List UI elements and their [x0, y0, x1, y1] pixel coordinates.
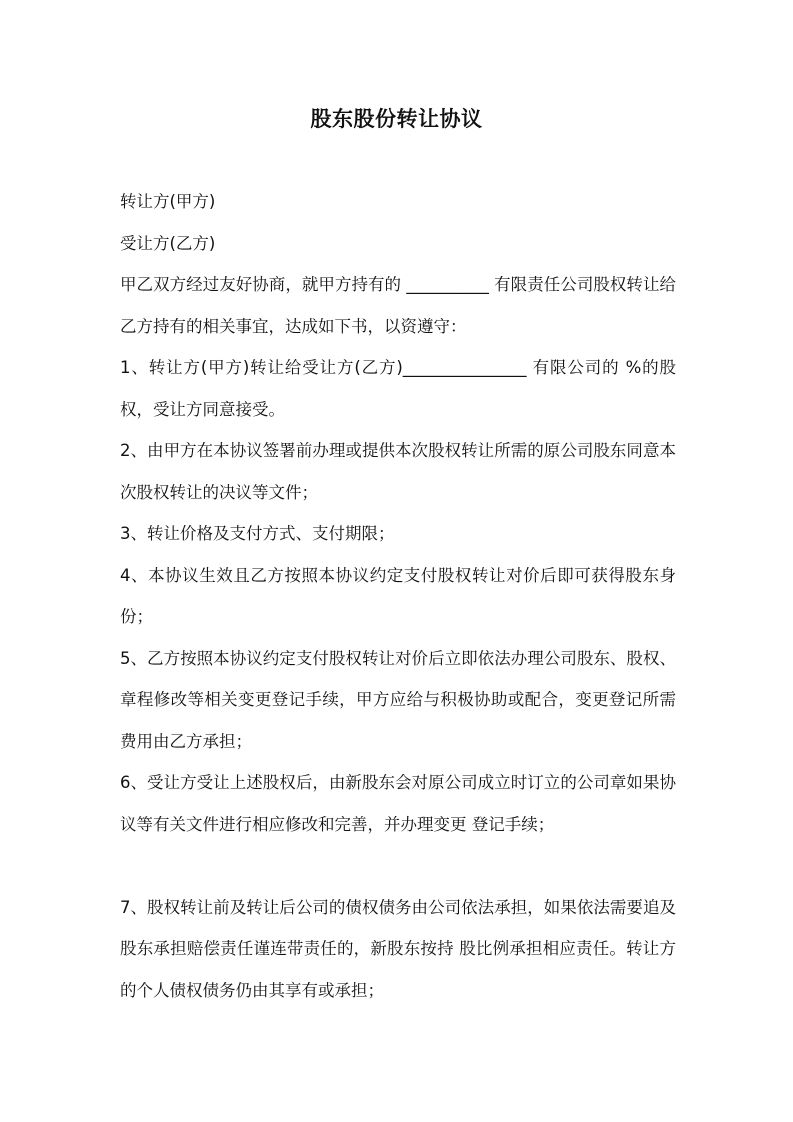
- clause-3: 3、转让价格及支付方式、支付期限；: [120, 524, 395, 543]
- document-title: 股东股份转让协议: [310, 107, 483, 131]
- document-body: [120, 181, 676, 1011]
- paragraph-spacer: [120, 845, 676, 887]
- preamble-paragraph: 甲乙双方经过友好协商，就甲方持有的 __________ 有限责任公司股权转让给乙方持有的相关事宜，达成如下书，以资遵守：: [120, 275, 676, 336]
- clause-1: 1、转让方(甲方)转让给受让方(乙方)_______________ 有限公司的 %的股权，受让方同意接受。: [120, 358, 676, 419]
- clause-4: 4、本协议生效且乙方按照本协议约定支付股权转让对价后即可获得股东身份；: [120, 565, 676, 626]
- transferor-line: 转让方(甲方): [120, 192, 216, 211]
- clause-6: 6、受让方受让上述股权后，由新股东会对原公司成立时订立的公司章如果协议等有关文件进行相应修改和完善，并办理变更 登记手续；: [120, 773, 676, 834]
- clause-7: 7、股权转让前及转让后公司的债权债务由公司依法承担，如果依法需要追及股东承担赔偿责任谨连带责任的，新股东按持 股比例承担相应责任。转让方的个人债权债务仍由其享有或承担；: [120, 897, 676, 1000]
- transferee-line: 受让方(乙方): [120, 233, 216, 253]
- clause-5: 5、乙方按照本协议约定支付股权转让对价后立即依法办理公司股东、股权、章程修改等相关变更登记手续，甲方应给与积极协助或配合，变更登记所需费用由乙方承担；: [120, 648, 676, 751]
- clause-2: 2、由甲方在本协议签署前办理或提供本次股权转让所需的原公司股东同意本次股权转让的决议等文件；: [120, 441, 676, 502]
